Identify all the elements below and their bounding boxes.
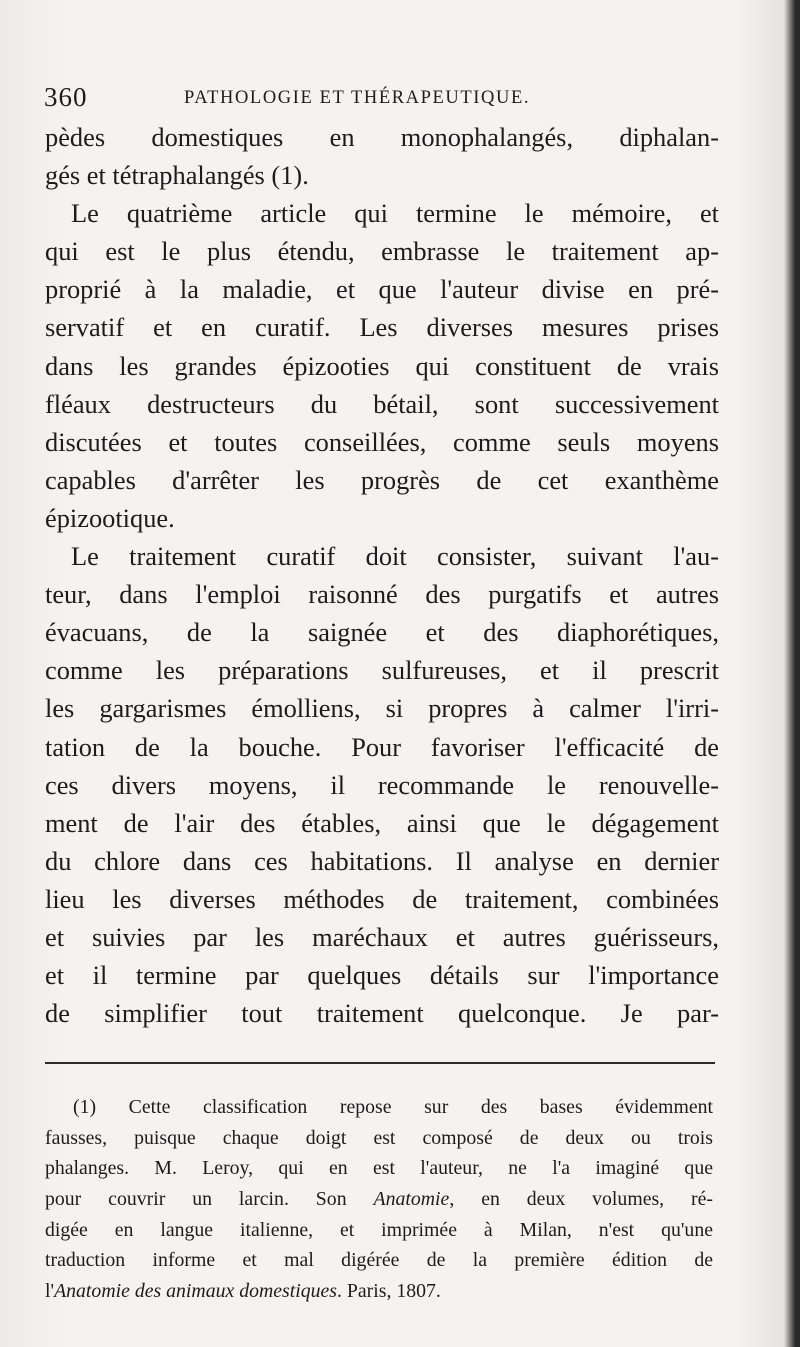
page-header (44, 82, 734, 118)
footnote-line (45, 1276, 713, 1307)
footnote (45, 1092, 713, 1307)
text-line: tation de la bouche. Pour favoriser l'efficacité de (45, 731, 719, 762)
page-number: 360 (44, 82, 88, 112)
text-line: et suivies par les maréchaux et autres guérisseurs, (45, 921, 719, 952)
text-line: évacuans, de la saignée et des diaphorétiques, (45, 617, 719, 648)
footnote-line: phalanges. M. Leroy, qui en est l'auteur, ne l'a imaginé que (45, 1157, 713, 1180)
footnote-text: l' (45, 1280, 55, 1303)
text-line: Le quatrième article qui termine le mémoire, et (71, 198, 719, 229)
text-line: qui est le plus étendu, embrasse le traitement ap- (45, 236, 719, 267)
text-line: servatif et en curatif. Les diverses mesures prises (45, 312, 719, 343)
footnote-italic-title: Anatomie des animaux domestiques (54, 1280, 337, 1303)
text-line: dans les grandes épizooties qui constituent de vrais (45, 350, 719, 381)
running-title: PATHOLOGIE ET THÉRAPEUTIQUE. (184, 88, 531, 108)
text-line: pèdes domestiques en monophalangés, diphalan- (45, 122, 719, 152)
text-line: proprié à la maladie, et que l'auteur divise en pré- (45, 274, 719, 305)
text-line: les gargarismes émolliens, si propres à calmer l'irri- (45, 693, 719, 724)
footnote-text: , en deux volumes, ré- (449, 1188, 713, 1211)
body-text (45, 118, 719, 1032)
text-line: discutées et toutes conseillées, comme seuls moyens (45, 426, 719, 457)
footnote-text: pour couvrir un larcin. Son (45, 1188, 374, 1211)
text-line: lieu les diverses méthodes de traitement, combinées (45, 883, 719, 914)
text-line: ces divers moyens, il recommande le renouvelle- (45, 769, 719, 800)
text-line: ment de l'air des étables, ainsi que le dégagement (45, 807, 719, 838)
text-line: gés et tétraphalangés (1). (45, 160, 309, 191)
footnote-line: digée en langue italienne, et imprimée à Milan, n'est qu'une (45, 1218, 713, 1241)
text-line: fléaux destructeurs du bétail, sont successivement (45, 388, 719, 419)
text-line: épizootique. (45, 502, 175, 533)
text-line: du chlore dans ces habitations. Il analyse en dernier (45, 845, 719, 876)
text-line: capables d'arrêter les progrès de cet exanthème (45, 464, 719, 495)
text-line: et il termine par quelques détails sur l'importance (45, 960, 719, 991)
footnote-italic-title: Anatomie (373, 1188, 450, 1211)
footnote-line: (1) Cette classification repose sur des bases évidemment (73, 1096, 713, 1118)
text-line: Le traitement curatif doit consister, suivant l'au- (71, 541, 719, 572)
text-line: comme les préparations sulfureuses, et il prescrit (45, 655, 719, 686)
text-line: teur, dans l'emploi raisonné des purgatifs et autres (45, 579, 719, 610)
footnote-line: fausses, puisque chaque doigt est composé de deux ou trois (45, 1126, 713, 1149)
footnote-line (45, 1184, 713, 1215)
footnote-text: . Paris, 1807. (337, 1280, 441, 1303)
text-line: de simplifier tout traitement quelconque. Je par- (45, 998, 719, 1029)
footnote-divider (45, 1062, 715, 1064)
footnote-line: traduction informe et mal digérée de la première édition de (45, 1249, 713, 1272)
